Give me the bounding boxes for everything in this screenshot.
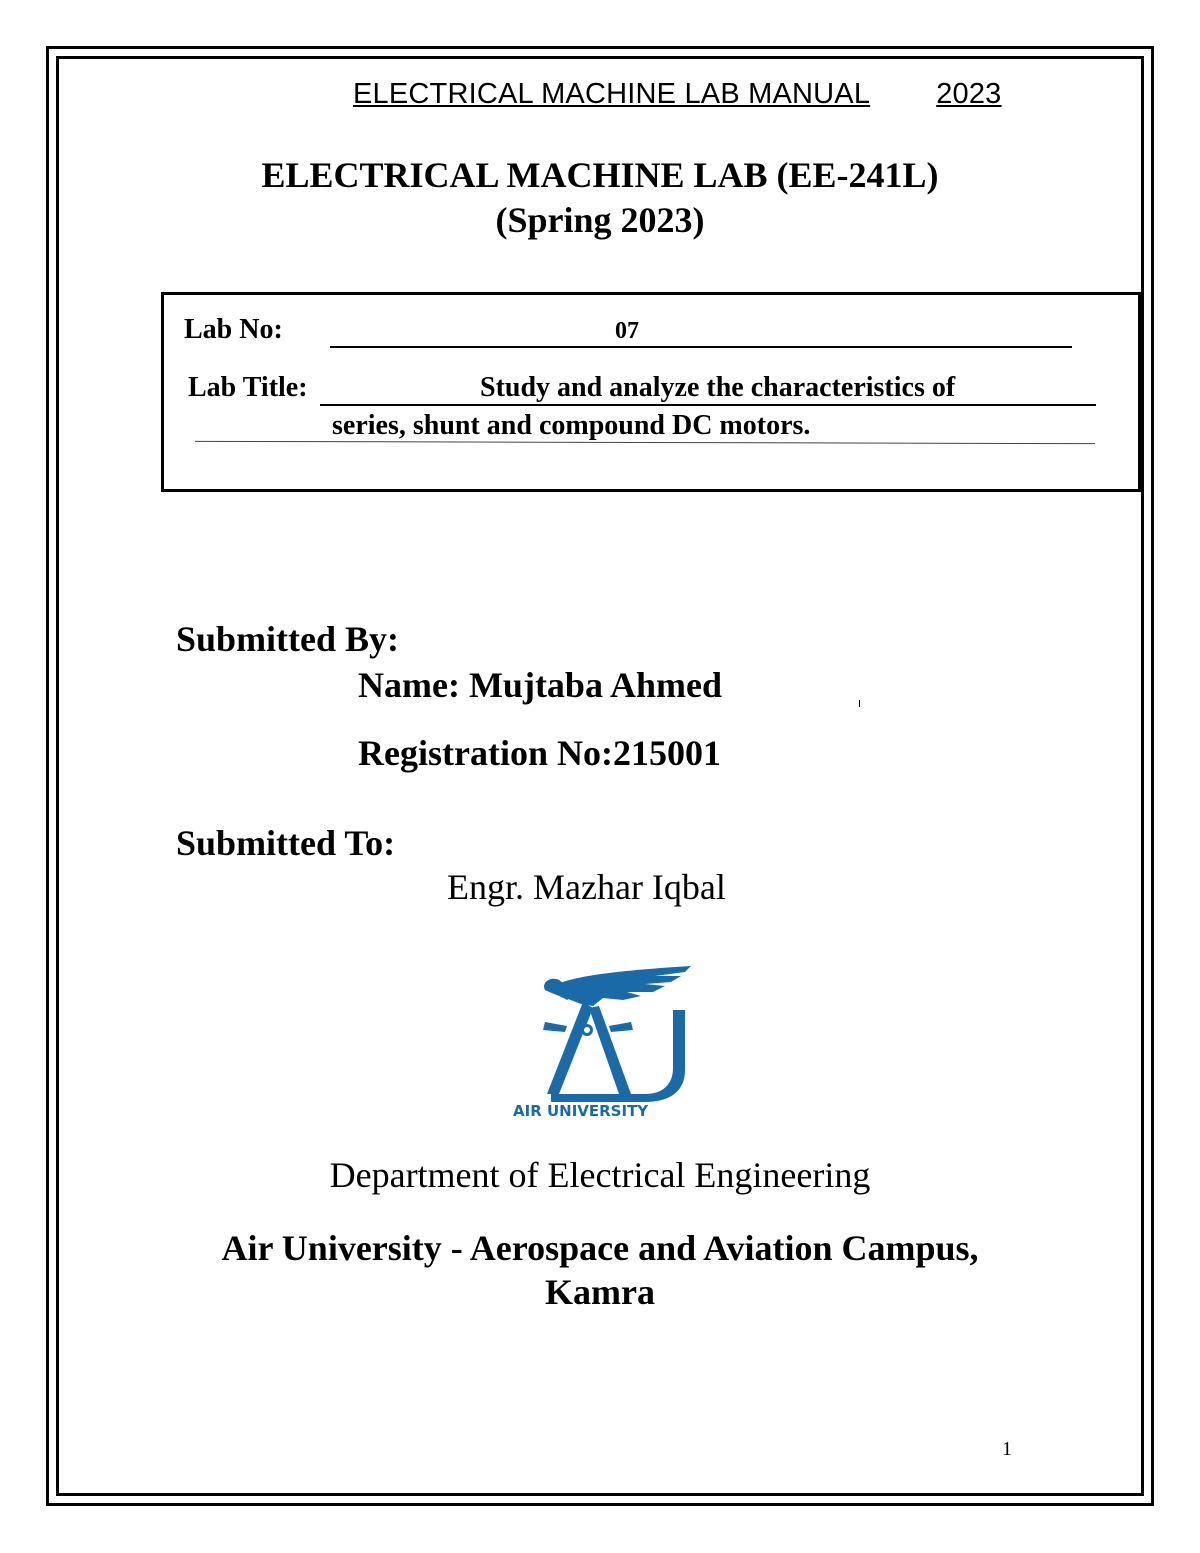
lab-title-label: Lab Title: [188,372,308,403]
air-university-logo [505,960,695,1120]
manual-title: ELECTRICAL MACHINE LAB MANUAL [353,78,871,110]
submitted-by-heading: Submitted By: [176,619,400,659]
stray-mark [859,700,860,707]
teacher-name: Engr. Mazhar Iqbal [447,867,726,907]
lab-title-underline [320,404,1096,406]
lab-no-value: 07 [615,318,639,344]
campus-line2: Kamra [545,1272,655,1312]
page-number: 1 [1002,1438,1012,1460]
lab-title-line2: series, shunt and compound DC motors. [332,410,811,441]
lab-no-underline [330,346,1072,348]
running-header [353,78,1002,111]
department: Department of Electrical Engineering [329,1155,871,1195]
student-name: Name: Mujtaba Ahmed [358,665,722,705]
lab-title-line1: Study and analyze the characteristics of [480,372,956,403]
semester-title: (Spring 2023) [495,200,705,240]
submitted-to-heading: Submitted To: [176,823,396,863]
registration-number: Registration No:215001 [358,733,721,773]
header-year: 2023 [936,78,1002,110]
course-title: ELECTRICAL MACHINE LAB (EE-241L) [261,155,939,195]
logo-text: AIR UNIVERSITY [513,1102,649,1120]
campus-line1: Air University - Aerospace and Aviation Campus, [221,1228,979,1268]
lab-no-label: Lab No: [184,314,283,345]
